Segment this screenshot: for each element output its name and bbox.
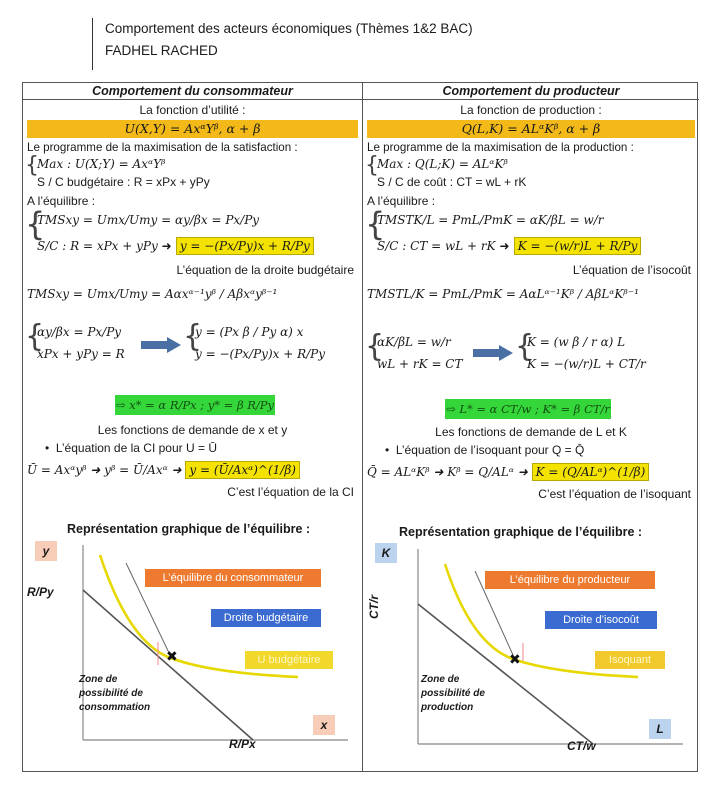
tmst-line: TMSTK/L = PmL/PmK = αK/βL = w/r xyxy=(377,213,604,227)
curve-label: U budgétaire xyxy=(245,651,333,669)
producer-graph-title: Représentation graphique de l’équilibre : xyxy=(399,525,643,539)
zone-line: Zone de xyxy=(79,674,118,685)
demand-functions-box: ⇨ x* = α R/Px ; y* = β R/Py xyxy=(115,395,275,415)
production-zone xyxy=(421,673,485,715)
system1-eq1: αy/βx = Px/Py xyxy=(37,325,122,339)
block-arrow-icon xyxy=(141,337,181,353)
ci-bullet: • L’équation de la CI pour U = Ū xyxy=(45,441,217,455)
ci-result: y = (Ū/Axᵅ)^(1/β) xyxy=(185,461,300,479)
curve-label: Isoquant xyxy=(595,651,665,669)
tms-expanded: TMSxy = Umx/Umy = Aαxᵅ⁻¹yᵝ / Aβxᵅyᵝ⁻¹ xyxy=(27,287,278,301)
k-intercept-label: CT/r xyxy=(367,595,381,619)
iq-bullet: • L’équation de l’isoquant pour Q = Q̄ xyxy=(385,443,585,457)
ci-formula: Ū = Axᵅyᵝ ➜ yᵝ = Ū/Axᵅ ➜ xyxy=(27,463,182,477)
iq-line xyxy=(367,465,649,479)
program-label: Le programme de la maximisation de la satisfaction : xyxy=(27,141,298,154)
equilibrium-label: A l’équilibre : xyxy=(27,194,96,208)
system2-eq1: K = (w β / r α) L xyxy=(527,335,626,349)
zone-line: Zone de xyxy=(421,674,460,685)
brace-icon: { xyxy=(365,329,385,364)
max-production: Max : Q(L;K) = ALᵅKᵝ xyxy=(377,157,508,171)
consumer-heading: Comportement du consommateur xyxy=(23,83,362,100)
iq-result: K = (Q/ALᵅ)^(1/β) xyxy=(532,463,650,481)
iq-caption: C’est l’équation de l’isoquant xyxy=(538,487,691,501)
production-formula: Q(L,K) = ALᵅKᵝ, α + β xyxy=(367,120,695,138)
y-intercept-label: R/Py xyxy=(27,585,54,599)
system1-eq1: αK/βL = w/r xyxy=(377,335,451,349)
sc-equation: S/C : R = xPx + yPy xyxy=(37,239,158,253)
utility-label: La fonction d’utilité : xyxy=(139,103,246,117)
producer-column xyxy=(363,83,699,771)
ci-line xyxy=(27,463,300,477)
document-author: FADHEL RACHED xyxy=(105,43,218,58)
ci-bullet-text: L’équation de la CI pour U = Ū xyxy=(55,441,217,455)
block-arrow-icon xyxy=(473,345,513,361)
zone-line: production xyxy=(421,702,474,713)
max-utility: Max : U(X;Y) = AxᵅYᵝ xyxy=(37,157,166,171)
tmst-expanded: TMSTL/K = PmL/PmK = AαLᵅ⁻¹Kᵝ / AβLᵅKᵝ⁻¹ xyxy=(367,287,639,301)
brace-icon: { xyxy=(365,205,386,243)
sc-line xyxy=(37,239,314,253)
system2-eq2: y = −(Px/Py)x + R/Py xyxy=(195,347,326,361)
system2-eq2: K = −(w/r)L + CT/r xyxy=(527,357,646,371)
arrow-right-icon: ➜ xyxy=(499,239,514,253)
equilibrium-label: A l’équilibre : xyxy=(367,194,436,208)
brace-icon: { xyxy=(25,153,39,178)
demand-functions-box: ⇨ L* = α CT/w ; K* = β CT/r xyxy=(445,399,611,419)
budget-result: y = −(Px/Py)x + R/Py xyxy=(176,237,314,255)
document-header xyxy=(92,18,473,70)
k-axis-label: K xyxy=(375,543,397,563)
consumer-column xyxy=(23,83,363,771)
sc-line xyxy=(377,239,641,253)
comparison-table xyxy=(22,82,698,772)
y-axis-label: y xyxy=(35,541,57,561)
zone-line: possibilité de xyxy=(79,688,143,699)
x-axis-label: x xyxy=(313,715,335,735)
ci-caption: C’est l’équation de la CI xyxy=(227,485,354,499)
program-label: Le programme de la maximisation de la production : xyxy=(367,141,634,154)
brace-icon: { xyxy=(183,319,203,354)
isocost-caption: L’équation de l’isocoût xyxy=(572,263,691,277)
l-axis-label: L xyxy=(649,719,671,739)
utility-formula: U(X,Y) = AxᵅYᵝ, α + β xyxy=(27,120,358,138)
brace-icon: { xyxy=(25,205,46,243)
zone-line: possibilité de xyxy=(421,688,485,699)
system2-eq1: y = (Px β / Py α) x xyxy=(195,325,304,339)
isocost-result: K = −(w/r)L + R/Py xyxy=(514,237,642,255)
budget-caption: L’équation de la droite budgétaire xyxy=(176,263,354,277)
sc-equation: S/C : CT = wL + rK xyxy=(377,239,496,253)
brace-icon: { xyxy=(25,319,45,354)
brace-icon: { xyxy=(365,153,379,178)
equilibrium-label-box: L’équilibre du producteur xyxy=(485,571,655,589)
equilibrium-label-box: L’équilibre du consommateur xyxy=(145,569,321,587)
consumption-zone xyxy=(79,673,150,715)
isocost-label: Droite d’isocoût xyxy=(545,611,657,629)
tms-line: TMSxy = Umx/Umy = αy/βx = Px/Py xyxy=(37,213,260,227)
producer-heading: Comportement du producteur xyxy=(363,83,699,100)
demand-caption: Les fonctions de demande de L et K xyxy=(435,425,627,439)
equilibrium-point-icon: ✖ xyxy=(166,649,178,665)
arrow-right-icon: ➜ xyxy=(161,239,176,253)
cost-constraint: S / C de coût : CT = wL + rK xyxy=(377,175,527,189)
system1-eq2: wL + rK = CT xyxy=(377,357,463,371)
budget-line-label: Droite budgétaire xyxy=(211,609,321,627)
consumer-graph-title: Représentation graphique de l’équilibre : xyxy=(67,522,311,536)
brace-icon: { xyxy=(515,329,535,364)
zone-line: consommation xyxy=(79,702,151,713)
system1-eq2: xPx + yPy = R xyxy=(37,347,125,361)
x-intercept-label: R/Px xyxy=(229,737,256,751)
demand-caption: Les fonctions de demande de x et y xyxy=(97,423,288,437)
document-title: Comportement des acteurs économiques (Thèmes 1&2 BAC) xyxy=(105,21,473,36)
budget-constraint: S / C budgétaire : R = xPx + yPy xyxy=(37,175,210,189)
iq-bullet-text: L’équation de l’isoquant pour Q = Q̄ xyxy=(395,443,585,457)
iq-formula: Q̄ = ALᵅKᵝ ➜ Kᵝ = Q/ALᵅ ➜ xyxy=(367,465,528,479)
production-label: La fonction de production : xyxy=(460,103,602,117)
equilibrium-point-icon: ✖ xyxy=(509,652,521,668)
l-intercept-label: CT/w xyxy=(567,739,596,753)
